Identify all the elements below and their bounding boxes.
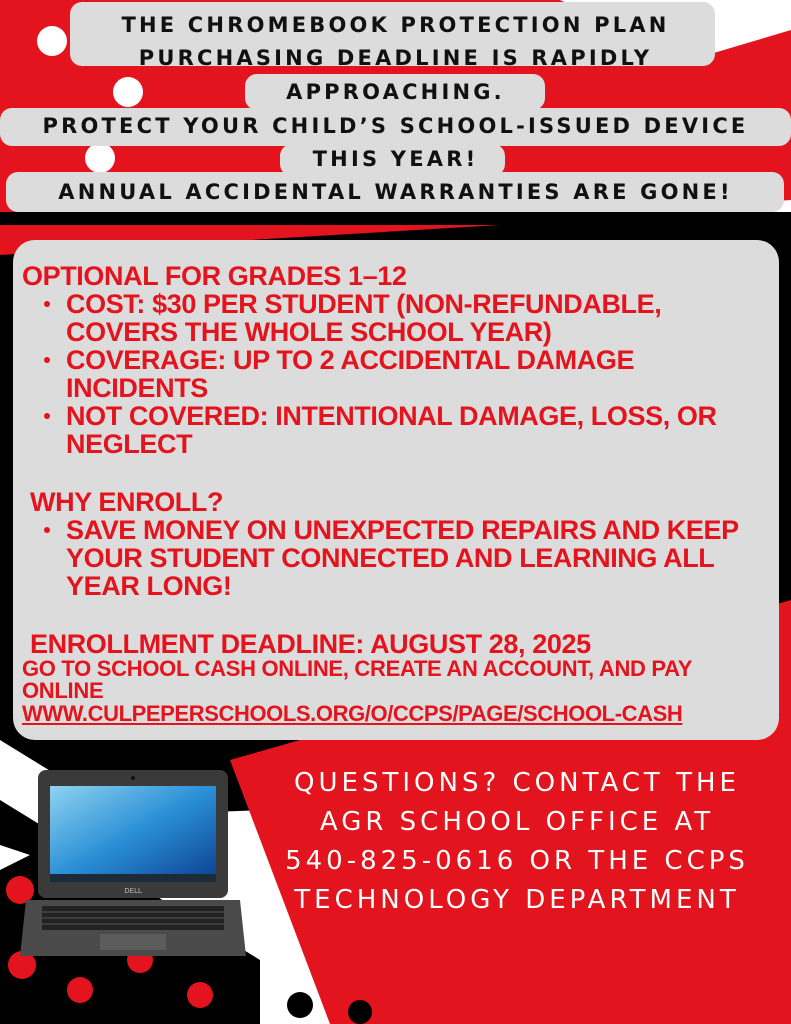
plan-bullet	[44, 290, 772, 346]
bullet-icon	[44, 301, 50, 307]
headline-line-1: THE CHROMEBOOK PROTECTION PLAN	[121, 13, 670, 37]
contact-line-1: QUESTIONS? CONTACT THE	[294, 768, 740, 798]
why-bullet	[44, 516, 772, 600]
instructions-text: GO TO SCHOOL CASH ONLINE, CREATE AN ACCOUNT, AND PAY ONLINE	[22, 656, 692, 703]
why-bullets	[22, 516, 772, 600]
grades-title: OPTIONAL FOR GRADES 1–12	[22, 261, 407, 291]
why-bullet-text: SAVE MONEY ON UNEXPECTED REPAIRS AND KEEP YOUR STUDENT CONNECTED AND LEARNING ALL YEAR LONG!	[66, 515, 739, 601]
school-cash-link[interactable]: WWW.CULPEPERSCHOOLS.ORG/O/CCPS/PAGE/SCHOOL-CASH	[22, 701, 683, 726]
plan-bullet-text: COVERAGE: UP TO 2 ACCIDENTAL DAMAGE INCIDENTS	[66, 345, 635, 403]
why-title: WHY ENROLL?	[30, 487, 224, 517]
contact-block	[252, 764, 782, 920]
plan-bullet	[44, 402, 772, 458]
plan-bullet-text: COST: $30 PER STUDENT (NON-REFUNDABLE, COVERS THE WHOLE SCHOOL YEAR)	[66, 289, 662, 347]
plan-bullets	[22, 290, 772, 458]
laptop-brand-label: DELL	[124, 887, 142, 895]
contact-line-2: AGR SCHOOL OFFICE AT	[319, 807, 715, 837]
deadline-text: ENROLLMENT DEADLINE: AUGUST 28, 2025	[30, 629, 591, 659]
contact-line-3: 540-825-0616 OR THE CCPS	[285, 846, 749, 876]
bullet-icon	[44, 357, 50, 363]
bullet-icon	[44, 527, 50, 533]
headline-line-2: PURCHASING DEADLINE IS RAPIDLY	[138, 46, 653, 70]
bullet-icon	[44, 413, 50, 419]
details-content	[22, 262, 772, 726]
headline-line-5: THIS YEAR!	[312, 147, 479, 171]
plan-bullet-text: NOT COVERED: INTENTIONAL DAMAGE, LOSS, OR NEGLECT	[66, 401, 717, 459]
chromebook-laptop-image	[20, 768, 246, 963]
plan-bullet	[44, 346, 772, 402]
headline-line-4: PROTECT YOUR CHILD’S SCHOOL-ISSUED DEVICE	[42, 114, 749, 138]
headline-line-6: ANNUAL ACCIDENTAL WARRANTIES ARE GONE!	[58, 180, 733, 204]
contact-line-4: TECHNOLOGY DEPARTMENT	[294, 885, 740, 915]
headline-line-3: APPROACHING.	[286, 80, 505, 104]
